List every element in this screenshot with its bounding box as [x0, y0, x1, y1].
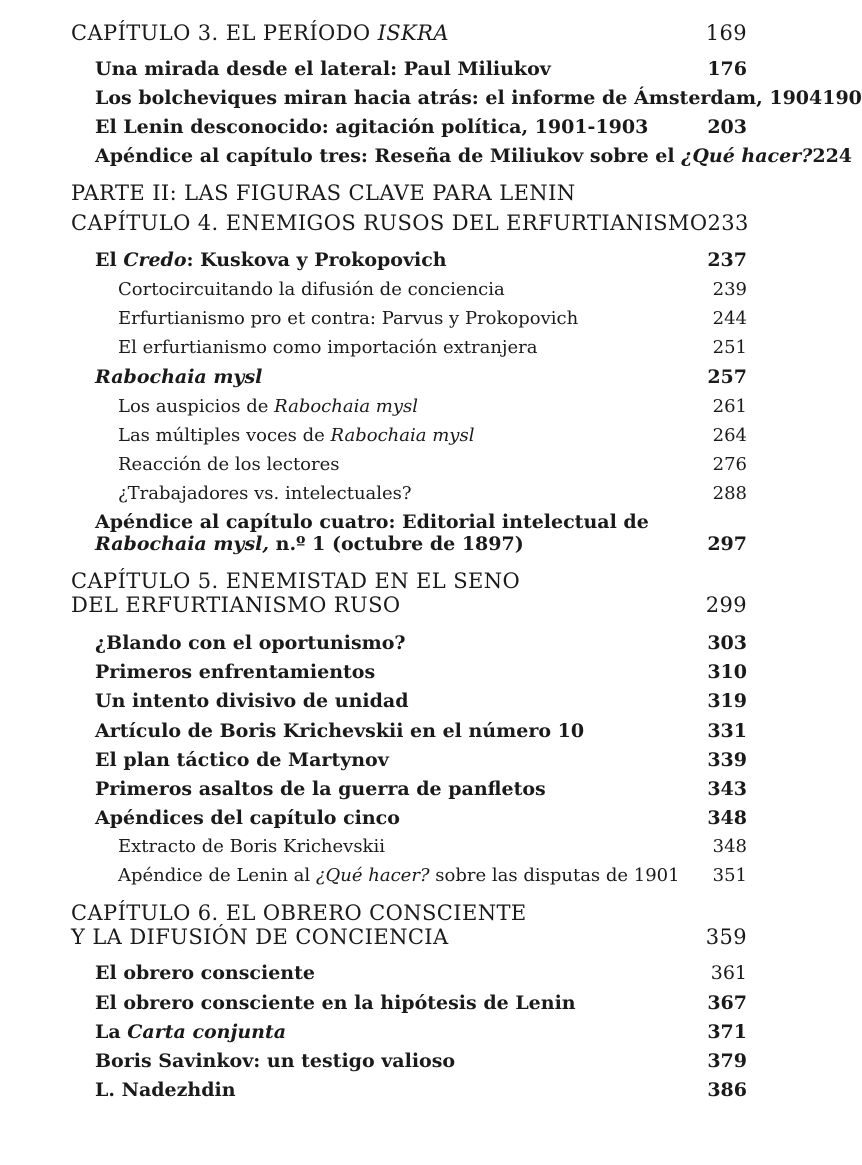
toc-entry-section[interactable] [95, 116, 747, 138]
toc-entry-title: PARTE II: LAS FIGURAS CLAVE PARA LENIN [71, 181, 576, 205]
toc-entry-title: Cortocircuitando la difusión de conciencia [118, 279, 505, 300]
toc-page-number: 367 [707, 992, 747, 1014]
toc-page-number: 257 [707, 366, 747, 388]
toc-entry-title: Erfurtianismo pro et contra: Parvus y Prokopovich [118, 308, 579, 329]
toc-entry-section[interactable] [95, 807, 747, 829]
toc-entry-title: Apéndice al capítulo tres: Reseña de Miliukov sobre el ¿Qué hacer? [95, 145, 813, 167]
toc-page-number: 339 [707, 749, 747, 771]
toc-page-number: 190 [822, 87, 862, 109]
toc-page-number: 379 [707, 1050, 747, 1072]
toc-entry-section[interactable] [95, 1021, 747, 1043]
toc-page-number: 319 [707, 690, 747, 712]
toc-entry-title: El obrero consciente en la hipótesis de Lenin [95, 992, 576, 1014]
toc-entry-title-continued: Y LA DIFUSIÓN DE CONCIENCIA [71, 925, 449, 949]
toc-entry-section[interactable] [95, 511, 747, 555]
toc-entry-title: Apéndices del capítulo cinco [95, 807, 400, 829]
toc-entry-title: Reacción de los lectores [118, 454, 340, 475]
toc-entry-subsection[interactable] [118, 836, 747, 857]
toc-entry-section[interactable] [95, 992, 747, 1014]
toc-entry-section[interactable] [95, 249, 747, 271]
toc-entry-subsection[interactable] [118, 483, 747, 504]
toc-entry-section[interactable] [95, 690, 747, 712]
toc-page-number: 169 [705, 21, 747, 45]
toc-page-number: 386 [707, 1079, 747, 1101]
toc-entry-title: Artículo de Boris Krichevskii en el número 10 [95, 720, 585, 742]
toc-entry-title: Una mirada desde el lateral: Paul Miliukov [95, 58, 551, 80]
toc-page-number: 371 [707, 1021, 747, 1043]
toc-entry-subsection[interactable] [118, 396, 747, 417]
toc-entry-section[interactable] [95, 87, 862, 109]
toc-entry-title-continued: DEL ERFURTIANISMO RUSO [71, 593, 401, 617]
toc-entry-chapter-6[interactable] [71, 901, 747, 949]
toc-page-number: 361 [710, 962, 747, 984]
toc-page-number: 297 [707, 533, 747, 555]
toc-page-number: 348 [712, 836, 747, 857]
toc-entry-section[interactable] [95, 1079, 747, 1101]
toc-page-number: 310 [707, 661, 747, 683]
toc-entry-section[interactable] [95, 145, 853, 167]
toc-entry-subsection[interactable] [118, 337, 747, 358]
toc-entry-section[interactable] [95, 1050, 747, 1072]
toc-entry-title: Los auspicios de Rabochaia mysl [118, 396, 419, 417]
toc-page-number: 288 [712, 483, 747, 504]
toc-entry-title: Boris Savinkov: un testigo valioso [95, 1050, 456, 1072]
toc-entry-title: CAPÍTULO 4. ENEMIGOS RUSOS DEL ERFURTIANISMO [71, 211, 708, 235]
toc-entry-title: Los bolcheviques miran hacia atrás: el informe de Ámsterdam, 1904 [95, 87, 823, 109]
toc-entry-subsection[interactable] [118, 454, 747, 475]
toc-page-number: 331 [707, 720, 747, 742]
toc-page-number: 233 [707, 211, 749, 235]
toc-entry-title: El Lenin desconocido: agitación política, 1901-1903 [95, 116, 649, 138]
toc-entry-section[interactable] [95, 778, 747, 800]
toc-entry-title: CAPÍTULO 3. EL PERÍODO ISKRA [71, 21, 449, 45]
toc-entry-subsection[interactable] [118, 308, 747, 329]
toc-entry-section[interactable] [95, 720, 747, 742]
toc-entry-chapter-5[interactable] [71, 569, 747, 617]
toc-page-number: 351 [712, 865, 747, 886]
toc-entry-subsection[interactable] [118, 425, 747, 446]
toc-entry-title: Extracto de Boris Krichevskii [118, 836, 385, 857]
toc-entry-title: CAPÍTULO 5. ENEMISTAD EN EL SENO [71, 569, 521, 593]
toc-page-number: 303 [707, 632, 747, 654]
toc-page-number: 239 [712, 279, 747, 300]
toc-page-number: 237 [707, 249, 747, 271]
toc-page-number: 224 [812, 145, 853, 167]
toc-entry-section[interactable] [95, 366, 747, 388]
toc-entry-section[interactable] [95, 661, 747, 683]
toc-entry-title: L. Nadezhdin [95, 1079, 236, 1101]
toc-entry-subsection[interactable] [118, 865, 747, 886]
toc-entry-chapter-4[interactable] [71, 211, 747, 235]
toc-page-number: 261 [712, 396, 747, 417]
toc-page-number: 244 [712, 308, 747, 329]
toc-entry-title: El erfurtianismo como importación extranjera [118, 337, 538, 358]
toc-entry-title: La Carta conjunta [95, 1021, 287, 1043]
toc-entry-title: CAPÍTULO 6. EL OBRERO CONSCIENTE [71, 901, 527, 925]
toc-page-number: 264 [712, 425, 747, 446]
toc-entry-subsection[interactable] [118, 279, 747, 300]
toc-entry-title: Rabochaia mysl [95, 366, 263, 388]
toc-page-number: 359 [705, 925, 747, 949]
toc-entry-title: Un intento divisivo de unidad [95, 690, 409, 712]
toc-entry-title: Apéndice de Lenin al ¿Qué hacer? sobre las disputas de 1901 [118, 865, 680, 886]
toc-page-number: 176 [707, 58, 747, 80]
toc-entry-title: Primeros enfrentamientos [95, 661, 376, 683]
toc-entry-title: Apéndice al capítulo cuatro: Editorial intelectual de [95, 511, 649, 533]
toc-entry-section[interactable] [95, 58, 747, 80]
toc-entry-section[interactable] [95, 962, 747, 984]
toc-entry-title: ¿Blando con el oportunismo? [95, 632, 406, 654]
toc-entry-title: El obrero consciente [95, 962, 315, 984]
toc-entry-title: Primeros asaltos de la guerra de panfletos [95, 778, 546, 800]
toc-part-heading [71, 181, 747, 205]
toc-page-number: 343 [707, 778, 747, 800]
toc-page-number: 251 [712, 337, 747, 358]
toc-page-number: 348 [707, 807, 747, 829]
toc-page-number: 203 [707, 116, 747, 138]
toc-page-number: 276 [712, 454, 747, 475]
toc-entry-section[interactable] [95, 749, 747, 771]
toc-entry-title: El plan táctico de Martynov [95, 749, 389, 771]
toc-entry-title: El Credo: Kuskova y Prokopovich [95, 249, 447, 271]
toc-page-number: 299 [705, 593, 747, 617]
toc-entry-title: Las múltiples voces de Rabochaia mysl [118, 425, 475, 446]
toc-entry-title: ¿Trabajadores vs. intelectuales? [118, 483, 412, 504]
toc-entry-chapter-3[interactable] [71, 21, 747, 45]
toc-entry-title-continued: Rabochaia mysl, n.º 1 (octubre de 1897) [95, 533, 524, 555]
toc-entry-section[interactable] [95, 632, 747, 654]
